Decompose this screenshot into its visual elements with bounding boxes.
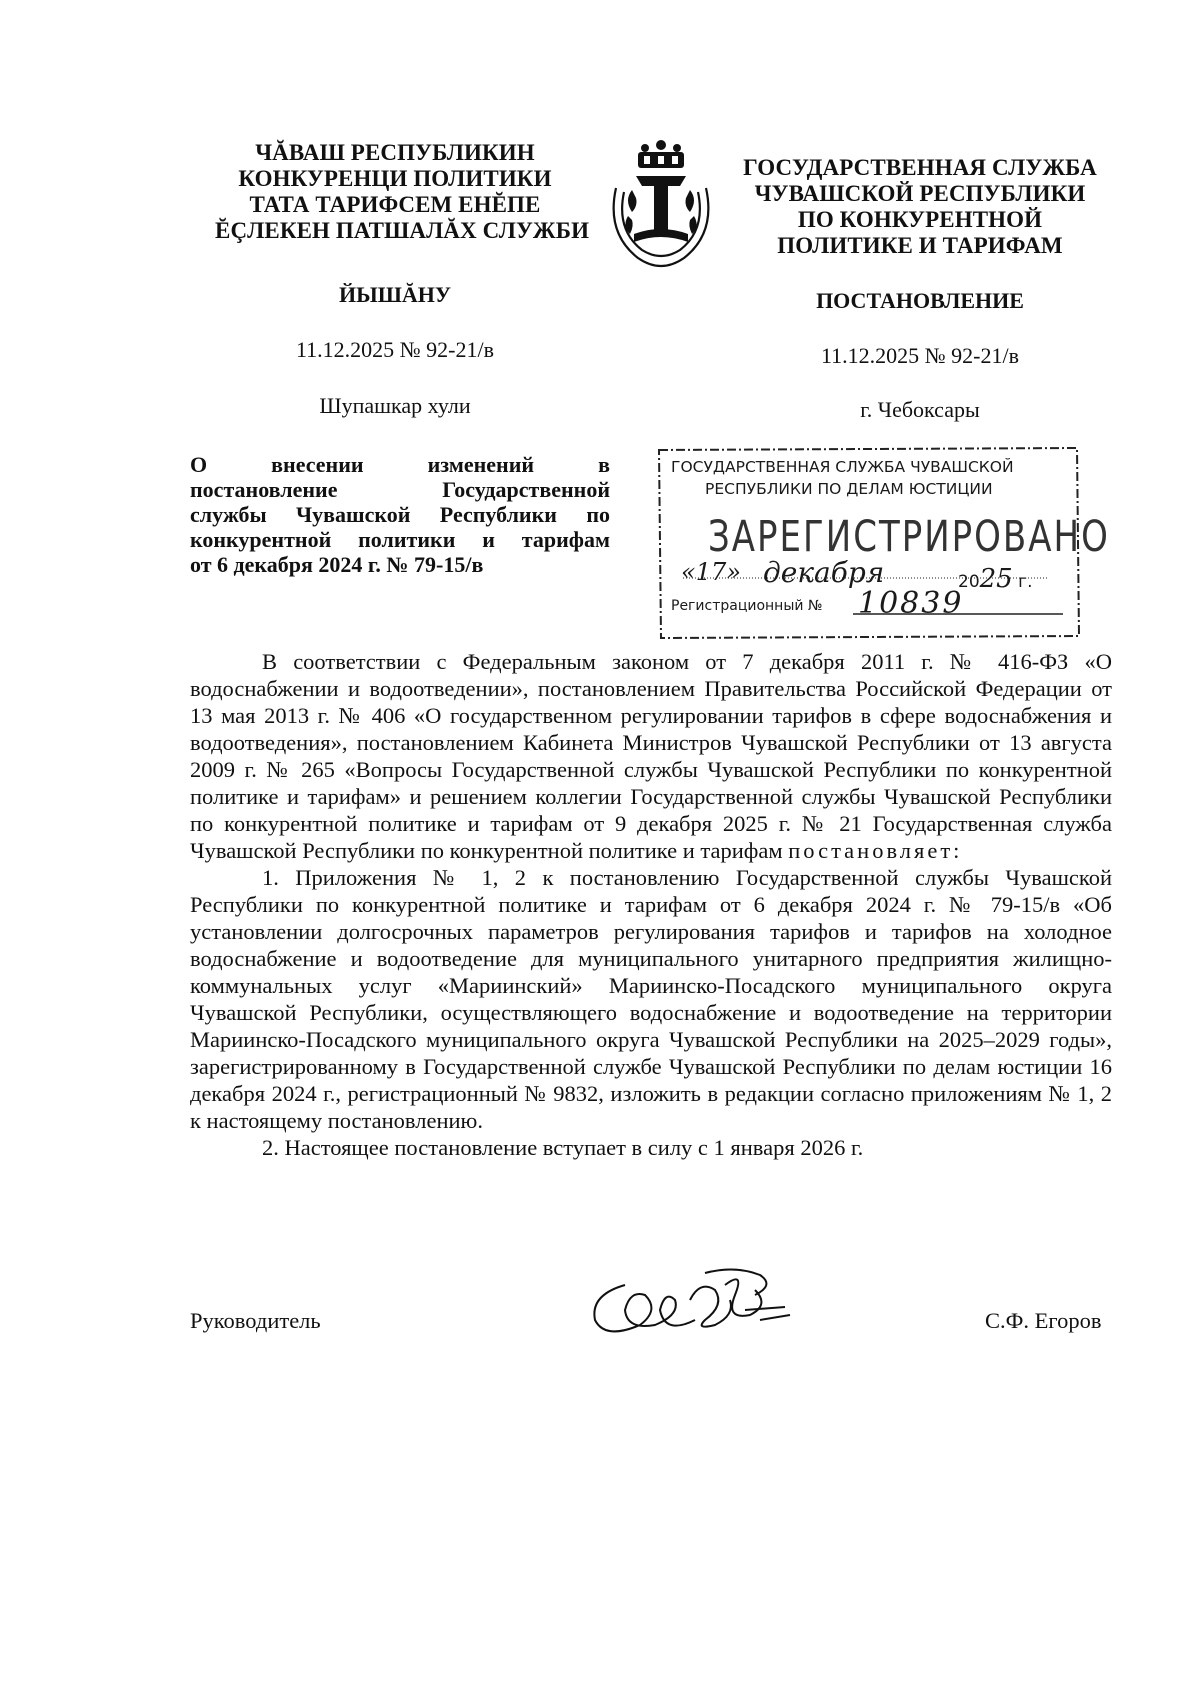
chuvash-emblem-icon [598, 138, 724, 276]
header-left-line-2: КОНКУРЕНЦИ ПОЛИТИКИ [238, 166, 552, 191]
registration-stamp [653, 446, 1110, 641]
document-body [190, 648, 1112, 1161]
stamp-reg-label: Регистрационный № [671, 598, 823, 614]
header-right-org [740, 155, 1100, 259]
header-left-date-number: 11.12.2025 № 92-21/в [296, 337, 494, 362]
header-right-doc-type: ПОСТАНОВЛЕНИЕ [816, 288, 1024, 313]
subject-line-5: от 6 декабря 2024 г. № 79-15/в [190, 552, 484, 577]
stamp-reg-number: 10839 [858, 586, 964, 621]
subject-line-3: службы Чувашской Республики по [190, 502, 610, 527]
stamp-org-line-1: ГОСУДАРСТВЕННАЯ СЛУЖБА ЧУВАШСКОЙ [671, 458, 1014, 476]
header-right-city: г. Чебоксары [860, 397, 980, 422]
stamp-year-prefix: 20 [958, 572, 980, 592]
body-preamble-text: В соответствии с Федеральным законом от 7 декабря 2011 г. № 416-ФЗ «О водоснабжении и водоотведении», постановлением Правительства Российской Федерации от 13 мая 2013 г. № 406 «О государственном регулировании тарифов в сфере водоснабжения и водоотведения», постановлением Кабинета Министров Чувашской Республики от 13 августа 2009 г. № 265 «Вопросы Государственной службы Чувашской Республики по конкурентной политике и тарифам» и решением коллегии Государственной службы Чувашской Республики по конкурентной политике и тарифам от 9 декабря 2025 г. № 21 Государственная служба Чувашской Республики по конкурентной политике и тарифам [190, 649, 1112, 863]
header-right-line-3: ПО КОНКУРЕНТНОЙ [797, 207, 1043, 232]
header-right-date-number: 11.12.2025 № 92-21/в [821, 343, 1019, 368]
header-left-org [215, 140, 590, 244]
signature-position: Руководитель [190, 1308, 321, 1333]
header-right-line-2: ЧУВАШСКОЙ РЕСПУБЛИКИ [754, 181, 1086, 206]
stamp-year-suffix: 25 [979, 564, 1013, 594]
stamp-org-line-2: РЕСПУБЛИКИ ПО ДЕЛАМ ЮСТИЦИИ [705, 480, 993, 498]
handwritten-signature [585, 1265, 795, 1345]
document-subject [190, 452, 610, 577]
stamp-date-day: «17» [681, 558, 741, 586]
header-left-line-1: ЧĂВАШ РЕСПУБЛИКИН [255, 140, 535, 165]
header-left-doc-type: ЙЫШĂНУ [338, 282, 452, 307]
signatory-name: С.Ф. Егоров [985, 1308, 1102, 1333]
body-item-1: 1. Приложения № 1, 2 к постановлению Государственной службы Чувашской Республики по конкурентной политике и тарифам от 6 декабря 2024 г. № 79-15/в «Об установлении долгосрочных параметров регулирования тарифов и тарифов на холодное водоснабжение и водоотведение для муниципального унитарного предприятия жилищно-коммунальных услуг «Мариинский» Мариинско-Посадского муниципального округа Чувашской Республики, осуществляющего водоснабжение и водоотведение на территории Мариинско-Посадского муниципального округа Чувашской Республики на 2025–2029 годы», зарегистрированному в Государственной службе Чувашской Республики по делам юстиции 16 декабря 2024 г., регистрационный № 9832, изложить в редакции согласно приложениям № 1, 2 к настоящему постановлению. [190, 865, 1112, 1133]
subject-line-2: постановление Государственной [190, 477, 610, 502]
header-right-line-1: ГОСУДАРСТВЕННАЯ СЛУЖБА [743, 155, 1097, 180]
header-left-city: Шупашкар хули [319, 393, 471, 418]
header-left-line-3: ТАТА ТАРИФСЕМ ЕНĔПЕ [249, 192, 541, 217]
body-decree-word: постановляет: [788, 838, 963, 863]
body-item-2: 2. Настоящее постановление вступает в силу с 1 января 2026 г. [262, 1135, 864, 1160]
stamp-day: 17 [695, 558, 727, 586]
subject-line-1: О внесении изменений в [190, 452, 610, 477]
body-preamble [190, 648, 1112, 864]
stamp-status: ЗАРЕГИСТРИРОВАНО [708, 512, 1110, 562]
header-right-line-4: ПОЛИТИКЕ И ТАРИФАМ [777, 233, 1063, 258]
stamp-year [958, 564, 1032, 594]
header-left-line-4: ĔÇЛЕКЕН ПАТШАЛĂХ СЛУЖБИ [215, 218, 590, 243]
stamp-year-unit: г. [1018, 572, 1033, 592]
stamp-month: декабря [763, 556, 885, 589]
subject-line-4: конкурентной политики и тарифам [190, 527, 610, 552]
